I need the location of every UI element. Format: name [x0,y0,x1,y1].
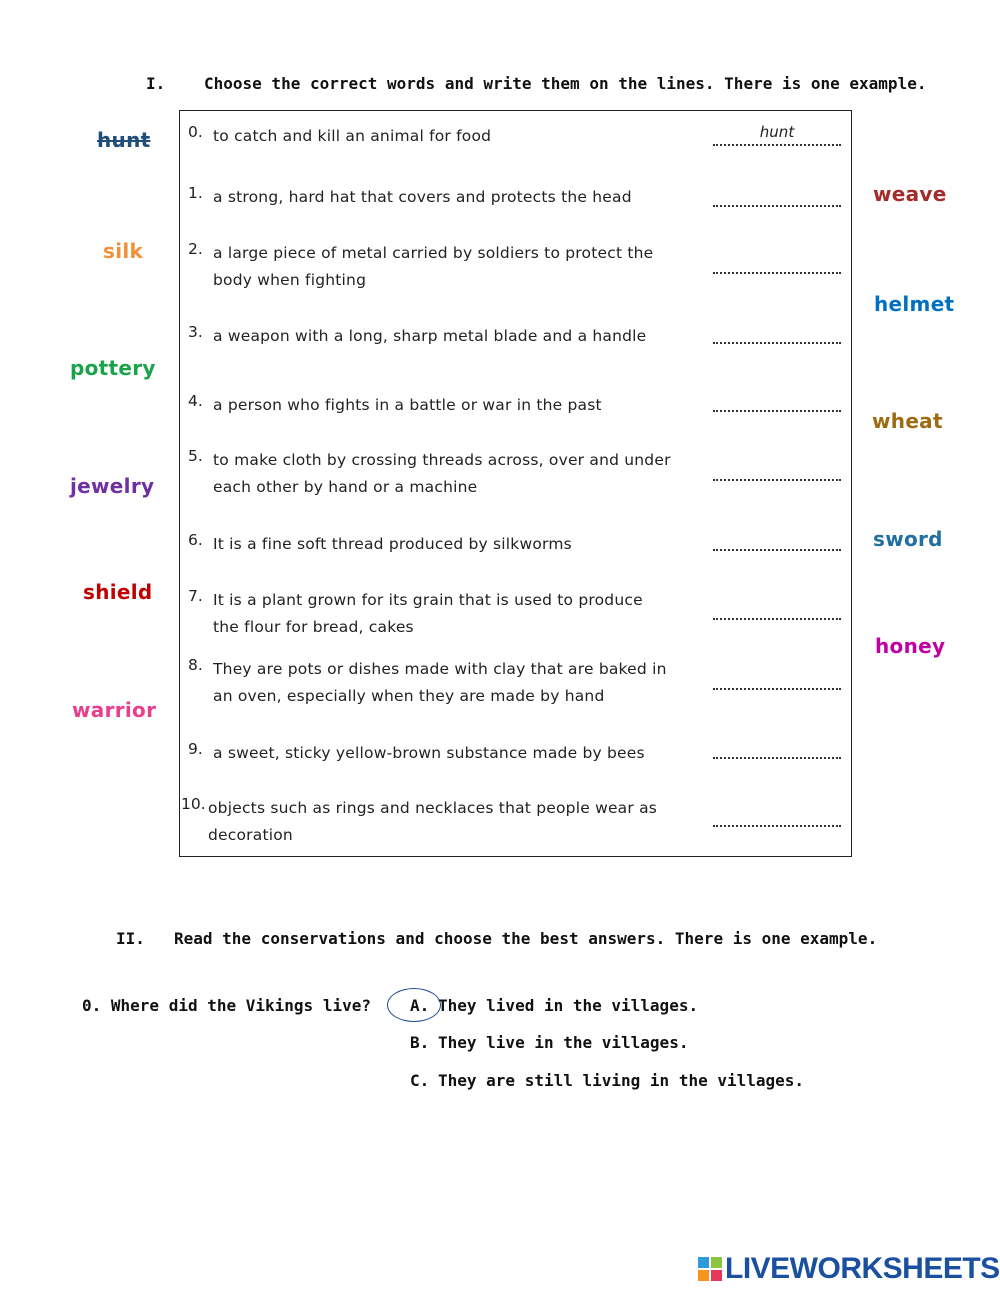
liveworksheets-logo-icon [698,1257,722,1281]
word-bank-item-shield[interactable]: shield [83,580,153,604]
word-bank-item-hunt[interactable]: hunt [97,128,151,152]
word-bank-item-weave[interactable]: weave [873,182,947,206]
option-letter: C. [410,1071,430,1090]
word-bank-item-jewelry[interactable]: jewelry [70,474,155,498]
definition-text: a large piece of metal carried by soldiers to protect the body when fighting [213,244,654,289]
answer-blank[interactable] [713,825,841,827]
definition-text: It is a fine soft thread produced by silkworms [213,535,572,553]
question-0: 0. Where did the Vikings live? [82,996,371,1015]
definition-number: 4. [188,392,203,410]
definition-number: 1. [188,184,203,202]
word-bank-item-warrior[interactable]: warrior [72,698,157,722]
answer-blank[interactable] [713,342,841,344]
word-bank-item-sword[interactable]: sword [873,527,943,551]
brand-name: LIVEWORKSHEETS [725,1252,1000,1285]
section-2-heading [116,929,877,948]
option-text: They live in the villages. [438,1033,689,1052]
definition-number: 0. [188,123,203,141]
option-letter: A. [410,996,430,1015]
option-c[interactable] [410,1071,804,1090]
definition-text: objects such as rings and necklaces that people wear as decoration [208,799,658,844]
definition-number: 2. [188,240,203,258]
definition-text: to catch and kill an animal for food [213,127,492,145]
option-b[interactable] [410,1033,688,1052]
definition-number: 6. [188,531,203,549]
definition-text: It is a plant grown for its grain that is used to produce the flour for bread, cakes [213,591,643,636]
option-text: They lived in the villages. [438,996,699,1015]
section-1-number: I. [146,74,166,93]
answer-blank[interactable] [713,549,841,551]
definition-number: 7. [188,587,203,605]
answer-blank[interactable] [713,410,841,412]
definition-number: 8. [188,656,203,674]
word-bank-item-silk[interactable]: silk [103,239,144,263]
option-letter: B. [410,1033,430,1052]
word-bank-item-helmet[interactable]: helmet [874,292,955,316]
answer-blank[interactable] [713,272,841,274]
answer-blank[interactable] [713,205,841,207]
answer-blank[interactable] [713,757,841,759]
answer-blank[interactable] [713,618,841,620]
definitions-box [179,110,852,857]
liveworksheets-brand[interactable] [698,1252,1000,1286]
section-1-instruction: Choose the correct words and write them on the lines. There is one example. [204,74,927,93]
definition-text: a person who fights in a battle or war in the past [213,396,602,414]
definition-text: a sweet, sticky yellow-brown substance made by bees [213,744,645,762]
example-answer: hunt [759,123,795,141]
answer-blank[interactable] [713,144,841,146]
definition-text: They are pots or dishes made with clay that are baked in an oven, especially when they are made by hand [213,660,667,705]
word-bank-item-honey[interactable]: honey [875,634,946,658]
definition-number: 10. [181,795,206,813]
section-1-heading [146,74,926,93]
section-2-number: II. [116,929,145,948]
word-bank-item-wheat[interactable]: wheat [872,409,943,433]
answer-blank[interactable] [713,479,841,481]
definition-number: 5. [188,447,203,465]
definition-text: a strong, hard hat that covers and protects the head [213,188,632,206]
definition-number: 9. [188,740,203,758]
definition-number: 3. [188,323,203,341]
definition-text: to make cloth by crossing threads across, over and under each other by hand or a machine [213,451,671,496]
word-bank-item-pottery[interactable]: pottery [70,356,156,380]
option-text: They are still living in the villages. [438,1071,805,1090]
option-a[interactable] [410,996,698,1015]
definition-text: a weapon with a long, sharp metal blade and a handle [213,327,647,345]
answer-blank[interactable] [713,688,841,690]
section-2-instruction: Read the conservations and choose the best answers. There is one example. [174,929,878,948]
